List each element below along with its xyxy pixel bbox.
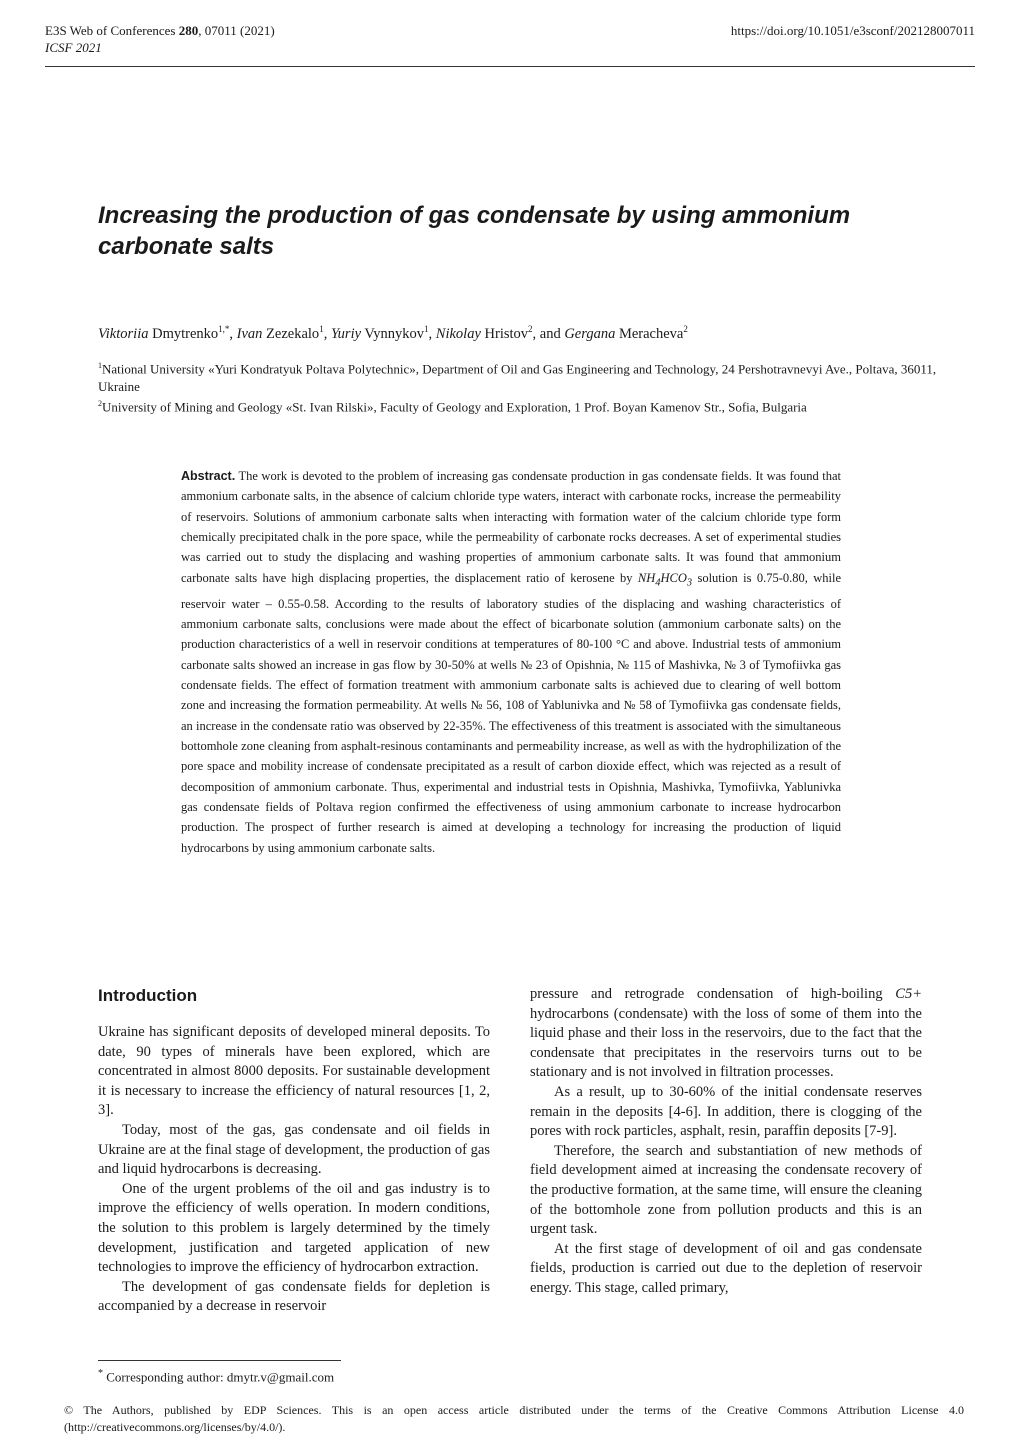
volume-number: 280 <box>178 23 199 38</box>
abstract: Abstract. The work is devoted to the problem of increasing gas condensate production in gas condensate fields. It was found that ammonium carbonate salts, in the absence of calcium chloride type waters, interact with carbonate rocks, increase the permeability of reservoirs. Solutions of ammonium carbonate salts when interacting with formation water of the calcium chloride type form chemically precipitated chalk in the pore space, while the permeability of carbonate rocks decreases. A set of experimental studies was carried out to study the displacing and washing properties of ammonium carbonate salts. It was found that ammonium carbonate salts have high displacing properties, the displacement ratio of kerosene by $NH_4HCO_3$ solution is 0.75-0.80, while reservoir water – 0.55-0.58. According to the results of laboratory studies of the displacing and washing characteristics of ammonium carbonate salts, conclusions were made about the effect of bicarbonate solution (ammonium carbonate salts) on the production characteristics of a well in reservoir conditions at temperatures of 80-100 °C and above. Industrial tests of ammonium carbonate salts showed an increase in gas flow by 30-50% at wells № 23 of Opishnia, № 115 of Mashivka, № 3 of Tymofiivka gas condensate fields. The effect of formation treatment with ammonium carbonate salts is achieved due to clearing of well bottom zone and increasing the formation permeability. At wells № 56, 108 of Yablunivka and № 58 of Tymofiivka gas condensate fields, an increase in the condensate ratio was observed by 22-35%. The effectiveness of this treatment is associated with the simultaneous bottomhole zone cleaning from asphalt-resinous contaminants and permeability increase, as well as with the hydrophilization of the pore space and mobility increase of condensate precipitated as a result of carbon dioxide effect, which was rejected as a result of decomposition of ammonium carbonate. Thus, experimental and industrial tests in Opishnia, Mashivka, Tymofiivka, Yablunivka gas condensate fields of Poltava region confirmed the effectiveness of using ammonium carbonate to increase hydrocarbon production. The prospect of further research is aimed at developing a technology for increasing the production of liquid hydrocarbons by using ammonium carbonate salts. <box>181 469 841 855</box>
paragraph: One of the urgent problems of the oil and gas industry is to improve the efficiency of wells operation. In modern conditions, the solution to this problem is largely determined by the timely development, justification and targeted application of new technologies to improve the efficiency of hydrocarbon extraction. <box>98 1180 490 1276</box>
author-family-name: Meracheva <box>618 325 684 342</box>
author-list: Viktoriia Dmytrenko$^{1,*}$, Ivan Zezekalo$^1$, Yuriy Vynnykov$^1$, Nikolay Hristov$^2$, and Gergana Meracheva$^2$ <box>98 324 688 342</box>
affiliation-2: $^2$University of Mining and Geology «St. Ivan Rilski», Faculty of Geology and Exploration, 1 Prof. Boyan Kamenov Str., Sofia, Bulgaria <box>98 398 807 415</box>
running-header <box>45 22 975 56</box>
left-column <box>98 985 490 1317</box>
author-given-name: Gergana <box>564 325 616 342</box>
author-given-name: Viktoriia <box>98 325 149 342</box>
doi-link[interactable]: https://doi.org/10.1051/e3sconf/202128007011 <box>730 23 975 38</box>
journal-citation: E3S Web of Conferences 280, 07011 (2021) <box>45 23 275 38</box>
affiliations <box>98 357 938 416</box>
author-family-name: Vynnykov <box>364 325 425 342</box>
author-family-name: Zezekalo <box>266 325 320 342</box>
paragraph: Therefore, the search and substantiation of new methods of field development aimed at increasing the condensate recovery of the productive formation, at the same time, will ensure the cleaning of the bottomhole zone from pollution products and this is an urgent task. <box>530 1142 922 1238</box>
author-given-name: Ivan <box>236 325 263 342</box>
author-given-name: Yuriy <box>330 325 362 342</box>
paragraph: pressure and retrograde condensation of high-boiling C5+ hydrocarbons (condensate) with the loss of some of them into the liquid phase and their loss in the reservoirs, due to the fact that the condensate that precipitates in the reservoirs turns out to be stationary and is not involved in filtration processes. <box>530 986 922 1081</box>
author-family-name: Dmytrenko <box>152 325 219 342</box>
paragraph: At the first stage of development of oil and gas condensate fields, production is carried out due to the depletion of reservoir energy. This stage, called primary, <box>530 1240 922 1296</box>
author-family-name: Hristov <box>484 325 529 342</box>
footnote-divider <box>98 1360 341 1361</box>
section-heading: Introduction <box>98 986 198 1005</box>
license-notice: © The Authors, published by EDP Sciences. This is an open access article distributed under the terms of the Creative Commons Attribution License 4.0 (http://creativecommons.org/licenses/by/4.0/). <box>64 1403 964 1434</box>
footnote: * Corresponding author: dmytr.v@gmail.com <box>98 1368 335 1385</box>
paragraph: Ukraine has significant deposits of developed mineral deposits. To date, 90 types of minerals have been explored, which are concentrated in almost 8000 deposits. For sustainable development it is necessary to increase the efficiency of natural resources [1, 2, 3]. <box>98 1024 490 1119</box>
chemical-formula: $NH_4HCO_3$ <box>637 570 693 589</box>
right-column <box>530 985 922 1299</box>
paragraph: As a result, up to 30-60% of the initial condensate reserves remain in the deposits [4-6]. In addition, there is clogging of the pores with rock particles, asphalt, resin, paraffin deposits [7-9]. <box>530 1083 922 1140</box>
conference-name: ICSF 2021 <box>45 40 102 55</box>
paper-title: Increasing the production of gas condensate by using ammonium carbonate salts <box>98 202 851 260</box>
paragraph: Today, most of the gas, gas condensate and oil fields in Ukraine are at the final stage of development, the production of gas and liquid hydrocarbons is decreasing. <box>98 1121 490 1178</box>
abstract-label: Abstract. <box>181 469 236 483</box>
paragraph: The development of gas condensate fields for depletion is accompanied by a decrease in reservoir <box>98 1278 490 1315</box>
header-divider <box>45 66 975 67</box>
author-given-name: Nikolay <box>435 325 481 342</box>
affiliation-1: $^1$National University «Yuri Kondratyuk Poltava Polytechnic», Department of Oil and Gas Engineering and Technology, 24 Pershotravnevyi Ave., Poltava, 36011, Ukraine <box>98 361 937 394</box>
